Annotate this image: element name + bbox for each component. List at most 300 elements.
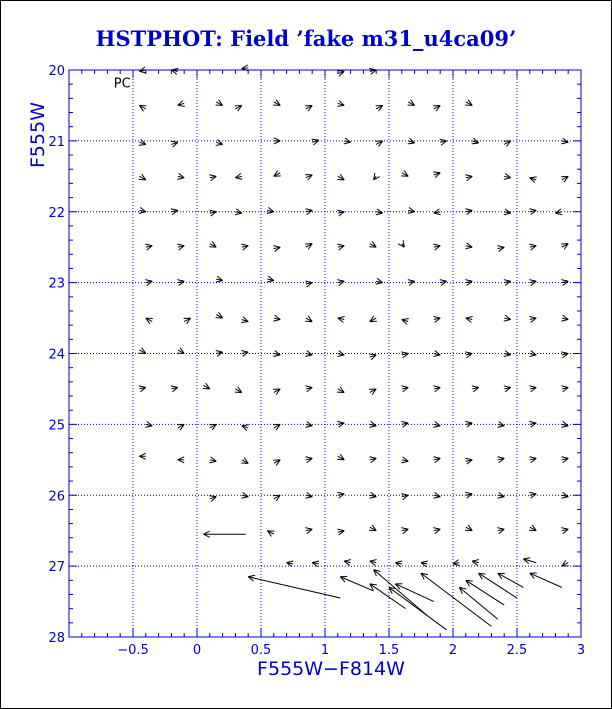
vector-head (497, 426, 504, 428)
vector-head (561, 457, 568, 459)
vector-mark (216, 276, 223, 282)
vector-head (305, 386, 312, 388)
vector-head (139, 144, 146, 145)
vector-head (433, 316, 440, 318)
vector-mark (305, 105, 312, 111)
vector-head (216, 144, 223, 145)
vector-head (504, 319, 511, 321)
vector-mark (433, 244, 440, 250)
vector-mark (433, 105, 440, 111)
vector-mark (139, 174, 146, 180)
vector-mark (273, 389, 280, 395)
vector-mark (337, 351, 344, 357)
vector-mark (433, 316, 440, 322)
vector-head (561, 528, 568, 530)
vector-mark (561, 457, 568, 463)
offset-vectors (139, 65, 569, 630)
vector-head (177, 244, 184, 246)
vector-head (171, 209, 178, 211)
vector-mark (440, 139, 447, 145)
vector-head (561, 319, 568, 321)
vector-head (421, 561, 428, 563)
vector-head (529, 316, 536, 318)
vector-head (434, 213, 441, 215)
vector-mark (401, 457, 408, 463)
vector-head (369, 354, 376, 355)
vector-mark (344, 560, 351, 566)
vector-mark (529, 492, 536, 498)
vector-head (338, 316, 345, 318)
annotation-label: PC (113, 76, 131, 92)
vector-mark (369, 68, 376, 74)
vector-mark (497, 457, 504, 463)
vector-head (402, 319, 409, 320)
vector-head (369, 457, 376, 459)
vector-head (433, 457, 440, 459)
x-tick-label: 2 (448, 643, 458, 658)
vector-head (312, 139, 319, 140)
vector-mark (273, 424, 280, 430)
vector-mark (241, 350, 248, 356)
vector-head (472, 560, 479, 562)
vector-mark (139, 386, 146, 392)
vector-head (401, 528, 408, 530)
vector-mark (241, 492, 248, 498)
vector-head (344, 142, 351, 144)
vector-head (305, 426, 312, 428)
x-axis-label: F555W−F814W (257, 658, 405, 680)
vector-mark (139, 105, 146, 111)
vector-head (529, 492, 536, 494)
vector-head (242, 425, 249, 426)
vector-mark (523, 558, 536, 564)
vector-head (401, 421, 408, 423)
vector-head (235, 213, 242, 215)
vector-head (497, 497, 504, 499)
vector-mark (433, 351, 440, 357)
vector-mark (338, 316, 345, 322)
vector-mark (529, 525, 536, 531)
vector-head (337, 421, 344, 423)
vector-head (145, 244, 152, 246)
vector-mark (466, 316, 473, 322)
vector-head (433, 244, 440, 246)
vector-mark (529, 244, 536, 250)
vector-mark (529, 351, 536, 357)
vector-mark (529, 457, 536, 463)
vector-mark (561, 528, 568, 534)
vector-head (369, 426, 376, 428)
vector-mark (305, 351, 312, 357)
vector-mark (369, 457, 376, 463)
vector-mark (273, 246, 280, 252)
vector-mark (273, 315, 280, 321)
vector-mark (267, 276, 274, 282)
vector-head (433, 386, 440, 388)
vector-mark (504, 173, 511, 179)
y-tick-label: 24 (48, 347, 65, 363)
vector-head (561, 142, 568, 144)
vector-mark (529, 386, 536, 392)
vector-mark (312, 139, 319, 145)
vector-mark (337, 280, 344, 286)
vector-mark (305, 175, 312, 181)
vector-mark (209, 457, 216, 463)
vector-head (561, 426, 568, 428)
vector-head (337, 105, 344, 106)
vector-head (376, 283, 383, 285)
vector-mark (504, 315, 511, 321)
vector-mark (561, 315, 568, 321)
vector-head (408, 143, 415, 144)
vector-mark (453, 560, 460, 566)
vector-mark (369, 354, 376, 360)
vector-mark (497, 246, 504, 252)
vector-mark (369, 241, 376, 247)
vector-mark (529, 280, 536, 286)
vector-mark (139, 348, 146, 354)
vector-head (241, 322, 248, 323)
vector-head (177, 178, 184, 180)
vector-mark (433, 492, 440, 498)
y-tick-label: 23 (48, 276, 65, 292)
vector-head (523, 558, 530, 559)
vector-mark (177, 173, 184, 179)
vector-mark (235, 173, 242, 179)
x-tick-label: 0.5 (250, 643, 272, 658)
vector-mark (178, 101, 185, 107)
vector-mark (497, 492, 504, 498)
vector-head (139, 386, 146, 388)
vector-shaft (340, 577, 373, 591)
vector-mark (139, 453, 145, 459)
vector-mark (145, 244, 152, 250)
vector-mark (305, 492, 312, 498)
vector-mark (401, 494, 408, 500)
y-tick-label: 26 (48, 489, 65, 505)
vector-mark (401, 386, 408, 392)
vector-head (529, 421, 536, 423)
vector-mark (465, 525, 472, 531)
vector-mark (241, 458, 248, 464)
vector-head (401, 386, 408, 388)
vector-head (376, 213, 383, 215)
vector-head (555, 213, 562, 215)
vector-mark (459, 587, 497, 619)
vector-mark (273, 100, 280, 106)
vector-head (504, 355, 511, 357)
vector-mark (504, 141, 511, 147)
vector-mark (171, 68, 178, 74)
vector-mark (465, 352, 472, 358)
y-tick-label: 25 (48, 418, 65, 434)
vector-mark (209, 241, 216, 247)
vector-mark (337, 101, 344, 107)
vector-mark (369, 525, 376, 531)
vector-mark (561, 386, 568, 392)
vector-mark (171, 386, 178, 392)
vector-mark (305, 281, 312, 287)
vector-mark (465, 175, 472, 181)
vector-mark (305, 457, 312, 463)
vector-mark (337, 454, 344, 460)
vector-head (273, 319, 280, 321)
x-tick-label: 2.5 (506, 643, 528, 658)
vector-head (267, 280, 274, 282)
vector-head (529, 457, 536, 459)
vector-mark (530, 177, 537, 183)
vector-mark (376, 278, 383, 284)
vector-mark (145, 280, 152, 286)
vector-head (337, 244, 344, 246)
vector-head (171, 141, 178, 142)
vector-mark (177, 348, 184, 354)
vector-mark (177, 424, 184, 430)
vector-head (504, 178, 511, 180)
vector-mark (209, 210, 216, 216)
vector-head (504, 386, 511, 388)
vector-mark (529, 209, 536, 215)
vector-head (178, 105, 185, 106)
vector-mark (370, 560, 377, 566)
vector-mark (337, 529, 344, 535)
vector-head (472, 386, 479, 388)
vector-head (561, 386, 568, 388)
vector-head (504, 280, 511, 282)
vector-head (497, 457, 504, 459)
vector-mark (440, 280, 447, 286)
vector-head (171, 386, 178, 388)
vector-mark (434, 209, 441, 215)
vector-mark (178, 457, 184, 463)
vector-head (145, 280, 152, 282)
vector-head (465, 247, 472, 249)
vector-shaft (479, 573, 517, 598)
y-axis (48, 64, 581, 646)
vector-mark (465, 100, 472, 106)
vector-mark (479, 573, 517, 598)
vector-mark (235, 387, 242, 393)
vector-mark (433, 386, 440, 392)
x-tick-label: −0.5 (117, 643, 149, 658)
vector-mark (337, 387, 344, 393)
vector-mark (305, 316, 312, 322)
vector-head (273, 355, 280, 357)
vector-head (497, 246, 504, 248)
vector-mark (209, 424, 216, 430)
vector-mark (340, 576, 373, 591)
vector-head (177, 280, 184, 282)
vector-mark (177, 244, 184, 250)
vector-mark (465, 243, 472, 249)
vector-head (312, 561, 319, 563)
vector-head (287, 561, 294, 563)
vector-mark (472, 560, 479, 566)
vector-mark (561, 352, 568, 358)
vector-mark (305, 244, 312, 250)
vector-head (216, 280, 223, 282)
vector-head (305, 355, 312, 357)
vector-head (248, 575, 255, 577)
vector-mark (504, 386, 511, 392)
y-tick-label: 27 (48, 560, 65, 576)
vector-mark (145, 421, 152, 427)
vector-head (209, 175, 216, 177)
vector-head (305, 497, 312, 499)
vector-mark (465, 458, 472, 464)
vector-head (453, 564, 460, 566)
vector-mark (408, 100, 415, 106)
vector-shaft (374, 570, 428, 616)
vector-mark (139, 207, 146, 213)
vector-head (401, 461, 408, 463)
vector-head (440, 280, 447, 282)
vector-mark (273, 495, 280, 501)
vector-head (337, 492, 344, 494)
vector-mark (376, 105, 383, 111)
vector-mark (498, 573, 524, 587)
vector-mark (273, 460, 280, 466)
vector-mark (267, 531, 274, 537)
vector-shaft (530, 573, 562, 587)
vector-mark (235, 209, 242, 215)
vector-mark (529, 316, 536, 322)
vector-mark (398, 240, 404, 247)
vector-mark (203, 531, 245, 537)
vector-mark (562, 560, 569, 566)
vector-head (433, 172, 440, 173)
vector-mark (408, 207, 415, 213)
vector-head (561, 280, 568, 282)
vector-mark (305, 528, 312, 534)
vector-mark (433, 457, 440, 463)
vector-mark (561, 176, 568, 182)
vector-head (369, 497, 376, 499)
vector-mark (305, 209, 312, 215)
vector-mark (242, 425, 249, 431)
vector-mark (561, 244, 568, 250)
vector-mark (287, 561, 294, 567)
vector-mark (433, 528, 440, 534)
vector-head (530, 177, 537, 178)
vector-head (433, 528, 440, 530)
vector-mark (530, 573, 562, 587)
vector-head (472, 143, 479, 144)
vector-head (337, 529, 344, 531)
vector-mark (274, 171, 281, 177)
y-tick-label: 21 (48, 134, 65, 150)
vector-head (465, 492, 472, 494)
x-tick-label: 0 (192, 643, 202, 658)
vector-head (433, 355, 440, 357)
vector-head (337, 280, 344, 282)
vector-shaft (498, 573, 524, 587)
vector-mark (235, 105, 242, 111)
y-axis-label: F555W (27, 102, 49, 168)
vector-head (529, 280, 536, 282)
vector-mark (203, 383, 210, 389)
vector-head (433, 426, 440, 428)
vector-head (504, 213, 511, 215)
vector-head (497, 528, 504, 530)
vector-head (466, 316, 473, 318)
x-tick-label: 3 (576, 643, 586, 658)
vector-mark (274, 138, 280, 144)
vector-shaft (248, 577, 340, 598)
vector-head (465, 421, 472, 423)
x-axis (69, 70, 585, 658)
vector-head (465, 175, 472, 177)
vector-mark (216, 100, 223, 106)
vector-head (209, 496, 216, 497)
vector-head (305, 457, 312, 459)
x-tick-label: 1.5 (378, 643, 400, 658)
vector-mark (216, 312, 223, 318)
vector-mark (433, 421, 440, 427)
y-tick-label: 22 (48, 205, 65, 221)
y-tick-label: 20 (48, 64, 65, 79)
vector-mark (344, 138, 351, 144)
vector-mark (401, 528, 408, 534)
vector-mark (370, 316, 377, 322)
vector-mark (401, 421, 408, 427)
vector-mark (376, 209, 383, 215)
vector-mark (337, 174, 344, 180)
vector-head (145, 426, 152, 428)
vector-head (408, 280, 415, 282)
vector-head (395, 561, 402, 563)
vector-head (337, 210, 344, 212)
vector-mark (209, 175, 216, 181)
vector-mark (337, 492, 344, 498)
vector-mark (209, 496, 216, 502)
vector-head (370, 560, 377, 562)
chart-title: HSTPHOT: Field ’fake m31_u4ca09’ (95, 26, 517, 51)
vector-mark (466, 580, 504, 605)
vector-mark (433, 172, 440, 178)
vector-mark (146, 318, 153, 324)
y-tick-label: 28 (48, 631, 65, 646)
vector-head (337, 355, 344, 357)
vector-mark (497, 421, 504, 427)
vector-mark (248, 575, 340, 598)
vector-head (433, 497, 440, 499)
vector-head (529, 355, 536, 357)
vector-mark (529, 421, 536, 427)
vector-mark (171, 141, 178, 147)
vector-head (529, 209, 536, 211)
vector-shaft (466, 580, 504, 605)
vector-mark (402, 319, 409, 325)
vector-mark (401, 352, 408, 358)
vector-head (440, 139, 447, 141)
vector-mark (305, 386, 312, 392)
vector-mark (374, 570, 428, 616)
vector-head (241, 244, 248, 246)
vector-head (235, 178, 242, 180)
vector-head (344, 560, 351, 562)
vector-head (305, 528, 312, 530)
vector-mark (472, 386, 479, 392)
x-tick-label: 1 (320, 643, 330, 658)
vector-head (139, 212, 146, 214)
vector-mark (369, 389, 376, 395)
vector-mark (401, 171, 408, 177)
vector-mark (497, 528, 504, 534)
vector-head (561, 497, 568, 499)
vector-mark (305, 421, 312, 427)
vector-mark (337, 421, 344, 427)
